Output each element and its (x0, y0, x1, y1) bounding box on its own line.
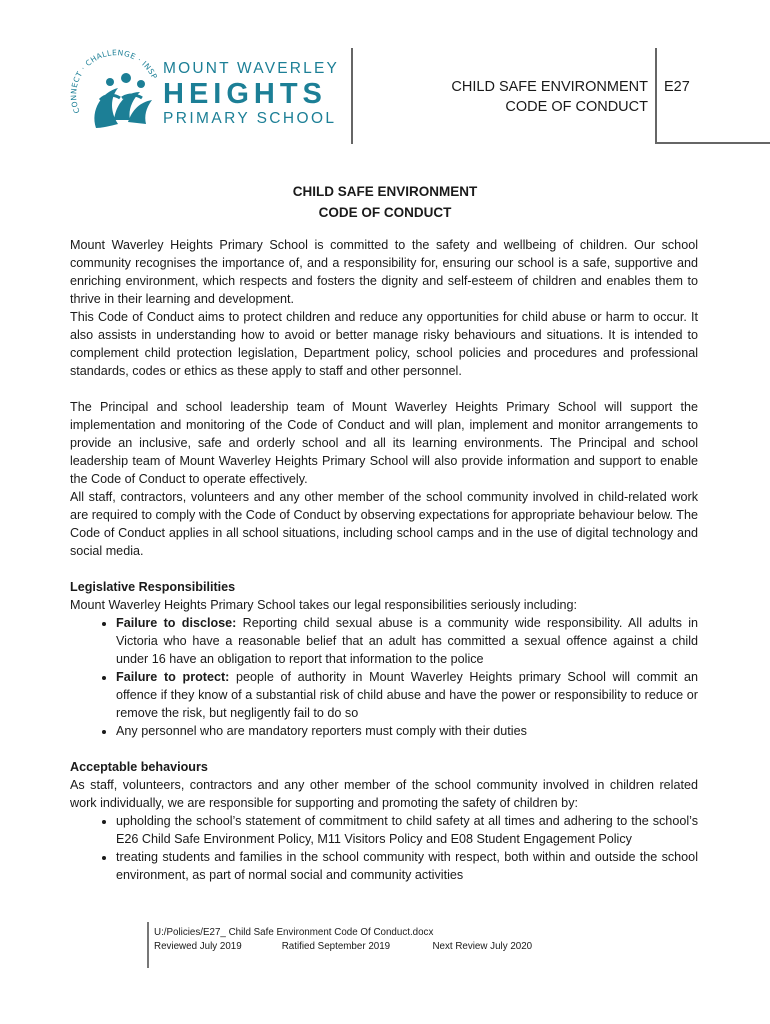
header-divider-right (655, 48, 657, 144)
policy-code: E27 (664, 79, 690, 95)
list-item-text: Any personnel who are mandatory reporters must comply with their duties (116, 724, 527, 738)
intro-paragraph-4: All staff, contractors, volunteers and any other member of the school community involved in child-related work are required to comply with the Code of Conduct by observing expectations for appropriate behaviour below. The Code of Conduct applies in all school situations, including school camps and in the use of digital technology and social media. (70, 490, 698, 558)
list-item-label: Failure to disclose: (116, 616, 237, 630)
header-title-line-1: CHILD SAFE ENVIRONMENT (451, 79, 648, 95)
document-title-line-1: CHILD SAFE ENVIRONMENT (292, 184, 478, 199)
footer-reviewed: Reviewed July 2019 (154, 941, 242, 952)
list-item (116, 614, 698, 668)
list-item-text: people of authority in Mount Waverley Heights primary School will commit an offence if they know of a substantial risk of child abuse and have the power or responsibility to reduce or remove the risk, but negligently fail to do so (116, 670, 698, 720)
legislative-list (70, 614, 698, 740)
document-body (70, 236, 698, 884)
page-footer (154, 926, 532, 954)
acceptable-lead: As staff, volunteers, contractors and any other member of the school community involved in children related work individually, we are responsible for supporting and promoting the safety of children by: (70, 778, 698, 810)
list-item: • treating students and families in the school community with respect, both within and outside the school environment, as part of normal social and community activities (116, 848, 698, 884)
logo-wordmark (163, 60, 339, 128)
logo-line-2: HEIGHTS (163, 78, 327, 110)
document-title-line-2: CODE OF CONDUCT (318, 205, 452, 220)
logo-line-1: MOUNT WAVERLEY (163, 60, 340, 77)
header-divider-left (351, 48, 353, 144)
school-emblem-icon (66, 48, 166, 140)
logo-line-3: PRIMARY SCHOOL (163, 110, 337, 127)
intro-paragraph-1: Mount Waverley Heights Primary School is committed to the safety and wellbeing of children. Our school community recognises the importance of, and a responsibility for, ensuring our school is a safe, supportive and enriching environment, which respects and fosters the dignity and self-esteem of children and enables them to thrive in their learning and development. (70, 238, 698, 306)
acceptable-heading: Acceptable behaviours (70, 760, 208, 774)
list-item-text: Reporting child sexual abuse is a community wide responsibility. All adults in Victoria who have a reasonable belief that an adult has committed a sexual offence against a child under 16 have an obligation to report that information to the police (116, 616, 698, 666)
list-item: • upholding the school’s statement of commitment to child safety at all times and adhering to the school’s E26 Child Safe Environment Policy, M11 Visitors Policy and E08 Student Engagement Policy (116, 812, 698, 848)
footer-file-path: U:/Policies/E27_ Child Safe Environment Code Of Conduct.docx (154, 927, 434, 938)
acceptable-list (70, 812, 698, 884)
legislative-heading: Legislative Responsibilities (70, 580, 236, 594)
footer-ratified: Ratified September 2019 (281, 941, 391, 952)
footer-divider (147, 922, 149, 968)
list-item (116, 668, 698, 722)
intro-paragraph-3: The Principal and school leadership team of Mount Waverley Heights Primary School will support the implementation and monitoring of the Code of Conduct and will plan, implement and monitor arrangements to provide an inclusive, safe and orderly school and all its learning environments. The Principal and school leadership team of Mount Waverley Heights Primary School will also provide information and support to enable the Code of Conduct to operate effectively. (70, 400, 698, 486)
header-title-line-2: CODE OF CONDUCT (505, 99, 648, 115)
document-title (0, 181, 770, 223)
list-item-label: Failure to protect: (116, 670, 230, 684)
list-item (116, 722, 698, 740)
legislative-lead: Mount Waverley Heights Primary School takes our legal responsibilities seriously including: (70, 598, 578, 612)
header-title (430, 77, 648, 117)
header-underline (655, 142, 770, 144)
intro-paragraph-2: This Code of Conduct aims to protect children and reduce any opportunities for child abuse or harm to occur. It also assists in understanding how to avoid or better manage risky behaviours and situations. It is intended to complement child protection legislation, Department policy, school policies and procedures and professional standards, codes or ethics as these apply to staff and other personnel. (70, 310, 698, 378)
footer-next-review: Next Review July 2020 (432, 941, 533, 952)
emblem-circle-text: CONNECT · CHALLENGE · INSP (69, 48, 160, 115)
